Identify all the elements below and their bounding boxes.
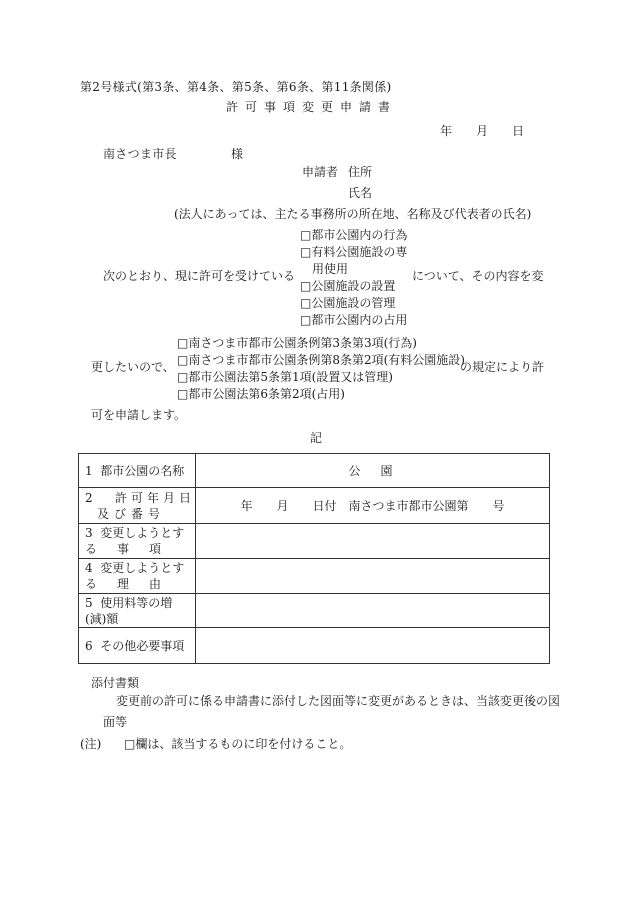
law-checkbox-item[interactable]: □ 南さつま市都市公園条例第3条第3項(行為) (177, 335, 465, 352)
form-number: 第2号様式(第3条、第4条、第5条、第6条、第11条関係) (80, 80, 392, 94)
table-row (79, 488, 550, 524)
law-checkbox-item[interactable]: □ 南さつま市都市公園条例第8条第2項(有料公園施設) (177, 352, 465, 369)
permit-type-list (300, 227, 407, 329)
change-items-label: 3 変更しようとす る 事 項 (79, 524, 196, 559)
applicant-address-label: 住所 (348, 165, 373, 179)
document-title: 許可事項変更申請書 (226, 100, 398, 114)
law-checkbox-item[interactable]: □ 都市公園法第5条第1項(設置又は管理) (177, 369, 465, 386)
body-line2-prefix: 更したいので、 (91, 360, 175, 374)
body-line1-suffix: について、その内容を変 (412, 269, 544, 283)
permit-checkbox-item[interactable]: □ 公園施設の管理 (300, 295, 407, 312)
addressee-honorific: 様 (231, 147, 244, 161)
attachments-text-line1: 変更前の許可に係る申請書に添付した図面等に変更があるときは、当該変更後の図 (116, 694, 561, 708)
addressee-name: 南さつま市長 (103, 147, 177, 161)
attachments-text-line2: 面等 (103, 715, 128, 729)
park-name-value[interactable]: 公 園 (196, 454, 550, 488)
law-checkbox-item[interactable]: □ 都市公園法第6条第2項(占用) (177, 386, 465, 403)
permit-checkbox-item[interactable]: □ 有料公園施設の専 (300, 244, 407, 261)
date-year-label: 年 (440, 124, 453, 138)
fee-change-value[interactable] (196, 594, 550, 628)
fee-change-label: 5 使用料等の増 (減)額 (79, 594, 196, 628)
attachments-heading: 添付書類 (91, 676, 140, 690)
body-line2-suffix: の規定により許 (460, 360, 545, 374)
applicant-corporate-note: (法人にあっては、主たる事務所の所在地、名称及び代表者の氏名) (174, 207, 532, 221)
permit-checkbox-item[interactable]: □ 公園施設の設置 (300, 278, 407, 295)
permit-date-number-label: 2 許可年月日 及び番号 (79, 488, 196, 524)
note-label: (注) (80, 737, 102, 751)
applicant-name-label: 氏名 (348, 186, 373, 200)
application-details-table (78, 453, 550, 664)
other-matters-value[interactable] (196, 628, 550, 664)
applicant-label: 申請者 (302, 165, 339, 179)
permit-date-number-value[interactable]: 年 月 日付 南さつま市都市公園第 号 (196, 488, 550, 524)
ki-heading: 記 (310, 431, 323, 445)
table-row (79, 594, 550, 628)
permit-checkbox-item[interactable]: □ 都市公園内の行為 (300, 227, 407, 244)
body-line3: 可を申請します。 (91, 408, 187, 422)
change-reason-value[interactable] (196, 559, 550, 594)
table-row (79, 628, 550, 664)
date-day-label: 日 (512, 124, 525, 138)
park-name-label: 1 都市公園の名称 (79, 454, 196, 488)
permit-checkbox-item-continuation: 用使用 (312, 262, 349, 276)
table-row (79, 454, 550, 488)
change-reason-label: 4 変更しようとす る 理 由 (79, 559, 196, 594)
date-month-label: 月 (476, 124, 489, 138)
note-text: □欄は、該当するものに印を付けること。 (124, 737, 352, 751)
change-items-value[interactable] (196, 524, 550, 559)
law-reference-list (177, 335, 465, 403)
permit-checkbox-item[interactable]: □ 都市公園内の占用 (300, 312, 407, 329)
table-row (79, 559, 550, 594)
other-matters-label: 6 その他必要事項 (79, 628, 196, 664)
table-row (79, 524, 550, 559)
body-line1-prefix: 次のとおり、現に許可を受けている (103, 269, 296, 283)
